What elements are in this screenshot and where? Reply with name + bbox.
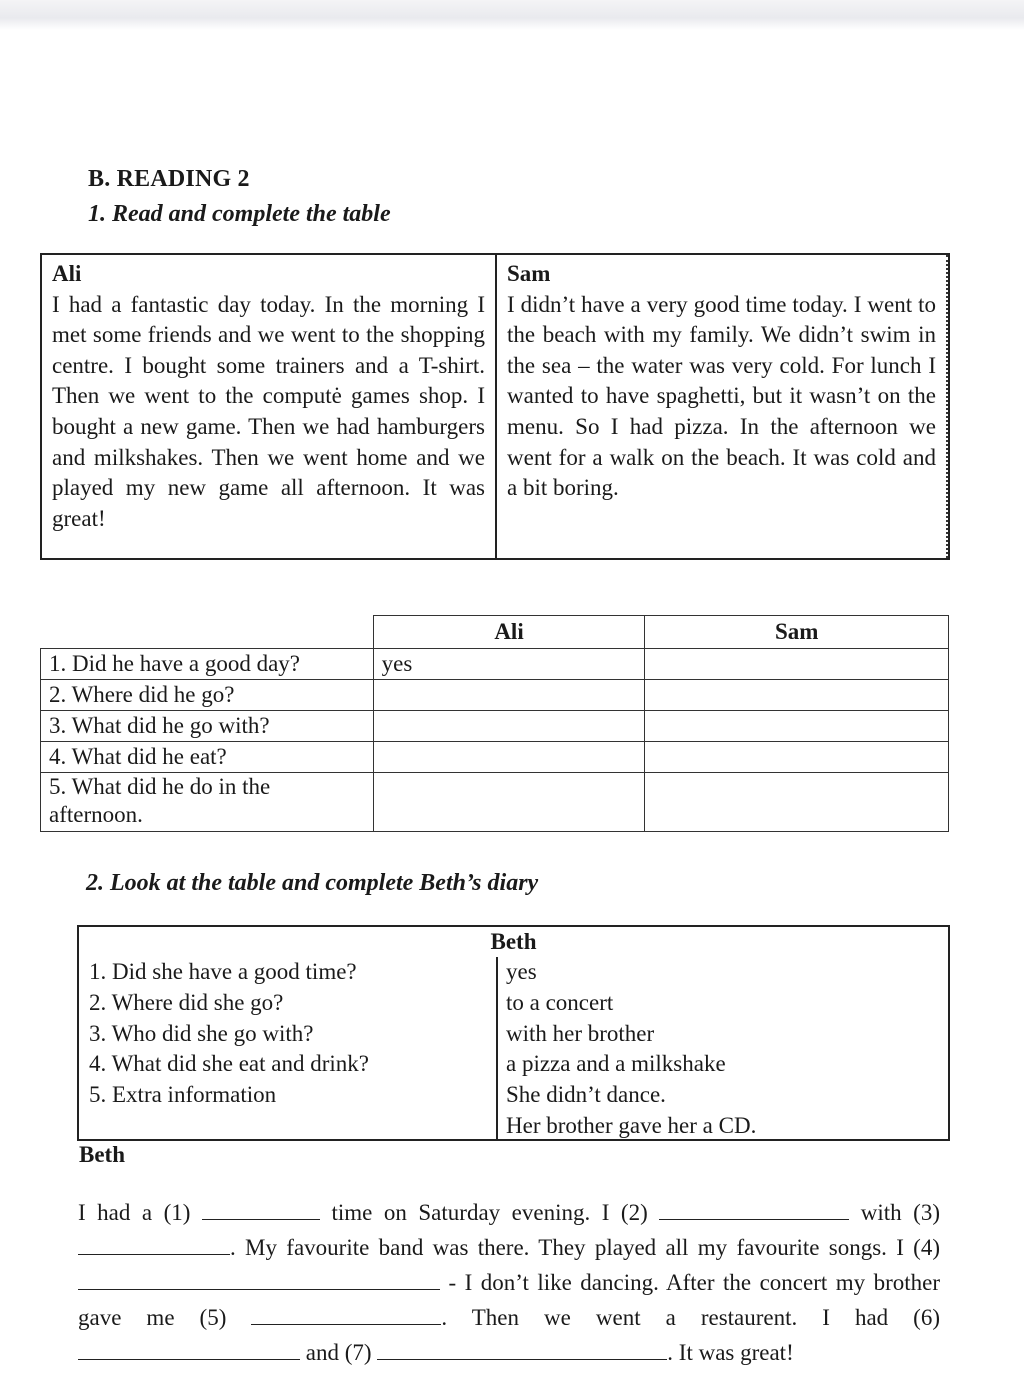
beth-answers bbox=[506, 957, 756, 1142]
list-item: yes bbox=[506, 959, 537, 984]
list-item: 2. Where did she go? bbox=[89, 989, 284, 1015]
blank-5[interactable] bbox=[251, 1304, 441, 1325]
list-item: 4. What did she eat and drink? bbox=[89, 1051, 369, 1077]
blank-2[interactable] bbox=[659, 1199, 849, 1220]
reading-passages-table bbox=[40, 253, 950, 560]
diary-text bbox=[78, 1195, 940, 1370]
diary-part: with (3) bbox=[860, 1200, 940, 1225]
diary-part: . My favourite band was there. They played all my favourite songs. I (4) bbox=[230, 1235, 940, 1260]
sam-answer-cell[interactable] bbox=[645, 773, 949, 832]
blank-4[interactable] bbox=[78, 1269, 440, 1290]
list-item: a pizza and a milkshake bbox=[506, 1051, 726, 1077]
ali-name: Ali bbox=[52, 261, 82, 286]
question-cell: 2. Where did he go? bbox=[41, 680, 374, 711]
column-divider bbox=[496, 957, 498, 1139]
sam-answer-cell[interactable] bbox=[645, 680, 949, 711]
task1-title: 1. Read and complete the table bbox=[88, 201, 391, 227]
diary-label: Beth bbox=[79, 1142, 125, 1167]
question-table bbox=[40, 615, 949, 832]
question-cell: 4. What did he eat? bbox=[41, 742, 374, 773]
table-row bbox=[41, 649, 949, 680]
diary-part: . Then we went a restaurent. I had (6) bbox=[441, 1305, 940, 1330]
ali-answer-cell[interactable] bbox=[373, 711, 645, 742]
list-item: with her brother bbox=[506, 1020, 655, 1046]
sam-name: Sam bbox=[507, 261, 551, 286]
blank-3[interactable] bbox=[78, 1234, 230, 1255]
beth-table-header: Beth bbox=[490, 929, 537, 954]
ali-answer-cell[interactable] bbox=[373, 742, 645, 773]
column-header-sam: Sam bbox=[645, 616, 949, 649]
ali-answer-cell[interactable] bbox=[373, 773, 645, 832]
sam-passage bbox=[497, 255, 948, 558]
ali-answer-cell[interactable]: yes bbox=[373, 649, 645, 680]
beth-questions bbox=[89, 957, 369, 1111]
table-row bbox=[41, 680, 949, 711]
task2-title: 2. Look at the table and complete Beth’s diary bbox=[86, 870, 539, 896]
ali-answer-cell[interactable] bbox=[373, 680, 645, 711]
list-item: 5. Extra information bbox=[89, 1082, 277, 1108]
sam-answer-cell[interactable] bbox=[645, 649, 949, 680]
sam-text: I didn’t have a very good time today. I went to the beach with my family. We didn’t swim in the sea – the water was very cold. For lunch I wanted to have spaghetti, but it wasn’t on the menu. So I had pizza. In the afternoon we went for a walk on the beach. It was cold and a bit boring. bbox=[507, 291, 936, 501]
sam-answer-cell[interactable] bbox=[645, 711, 949, 742]
table-row bbox=[41, 742, 949, 773]
question-cell: 3. What did he go with? bbox=[41, 711, 374, 742]
list-item: She didn’t dance. bbox=[506, 1082, 666, 1108]
beth-info-table bbox=[77, 925, 950, 1141]
diary-part: I had a (1) bbox=[78, 1200, 191, 1225]
blank-1[interactable] bbox=[202, 1199, 320, 1220]
top-bar bbox=[0, 0, 1024, 30]
diary-part: and (7) bbox=[305, 1340, 372, 1365]
ali-passage bbox=[42, 255, 497, 558]
diary-part: time on Saturday evening. I (2) bbox=[331, 1200, 648, 1225]
empty-corner-cell bbox=[41, 616, 374, 649]
table-row bbox=[41, 711, 949, 742]
question-cell: 1. Did he have a good day? bbox=[41, 649, 374, 680]
column-header-ali: Ali bbox=[373, 616, 645, 649]
question-cell: 5. What did he do in the afternoon. bbox=[41, 773, 374, 832]
list-item: 1. Did she have a good time? bbox=[89, 959, 357, 984]
blank-6[interactable] bbox=[78, 1339, 300, 1360]
section-title: B. READING 2 bbox=[88, 166, 250, 192]
list-item: Her brother gave her a CD. bbox=[506, 1112, 757, 1138]
blank-7[interactable] bbox=[377, 1339, 667, 1360]
list-item: 3. Who did she go with? bbox=[89, 1020, 314, 1046]
diary-part: - I don’t like dancing. After the concert my brother gave me (5) bbox=[78, 1270, 940, 1330]
ali-text: I had a fantastic day today. In the morning I met some friends and we went to the shopping centre. I bought some trainers and a T-shirt. Then we went to the computė games shop. I bought a new game. Then we had hamburgers and milkshakes. Then we went home and we played my new game all afternoon. It was great! bbox=[52, 291, 485, 531]
list-item: to a concert bbox=[506, 989, 614, 1015]
diary-part: . It was great! bbox=[667, 1340, 794, 1365]
table-row bbox=[41, 773, 949, 832]
sam-answer-cell[interactable] bbox=[645, 742, 949, 773]
